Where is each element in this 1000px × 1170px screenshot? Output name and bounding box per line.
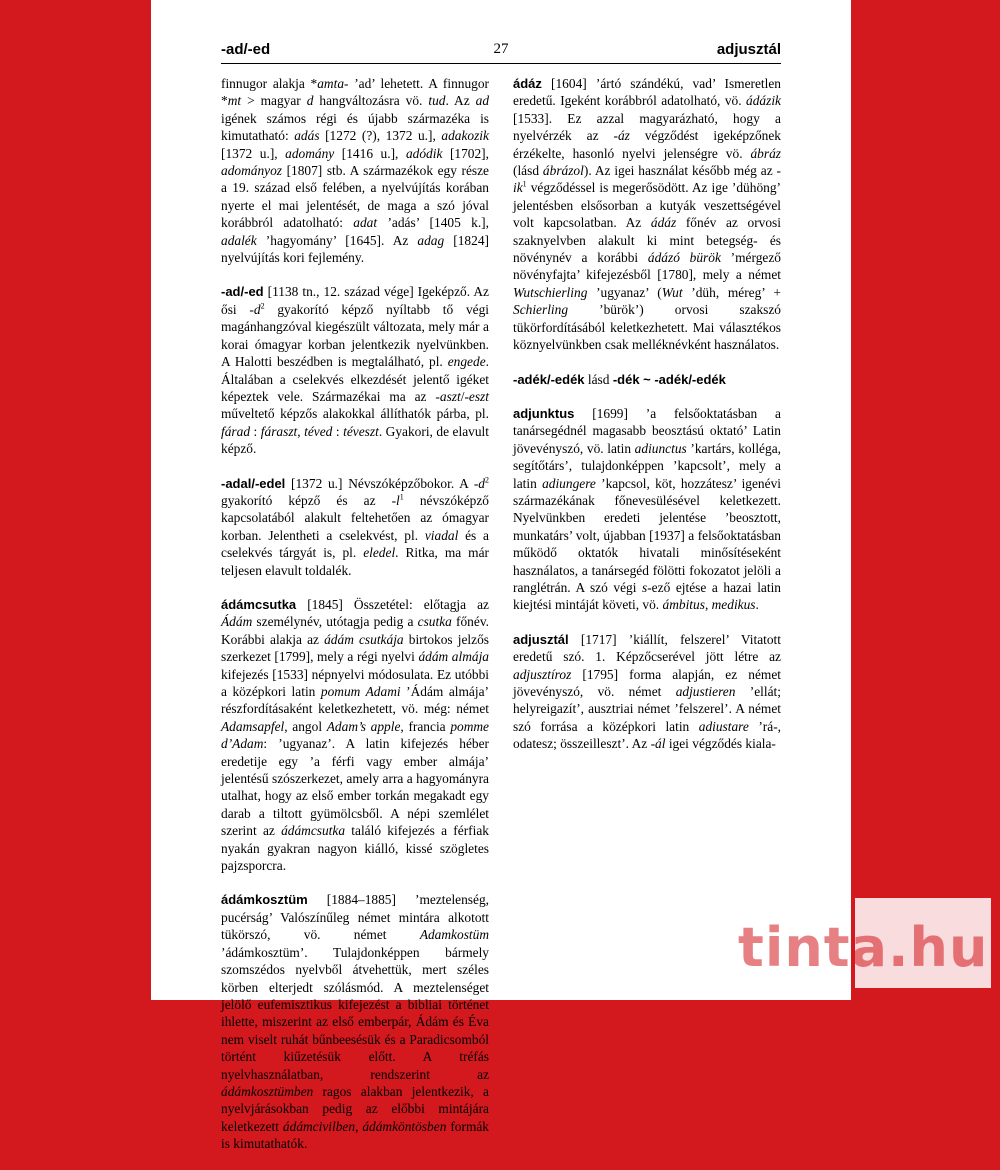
- entry-text: [513, 371, 781, 388]
- header-left-guide-word: -ad/-ed: [221, 41, 271, 58]
- entry-adal-edel: [221, 475, 489, 579]
- entry-body: finnugor alakja *amta- ’ad’ lehetett. A finnugor *mt > magyar d hangváltozásra vö. tud. Az ad igének számos régi és újabb származéka is kimutatható: adás [1272 (?), 1372 u.], adakozik [1372 u.], adomány [1416 u.], adódik [1702], adományoz [1807] stb. A származékok egy része a 19. század első felében, a nyelvújítás korában nyerte el mai jelentését, de maga a szó jóval korábbról adatolható: adat ’adás’ [1405 k.], adalék ’hagyomány’ [1645]. Az adag [1824] nyelvújítás kori fejlemény.: [221, 76, 490, 266]
- entry-headword: -adal/-edel: [221, 475, 286, 491]
- entry-headword: adjusztál: [513, 631, 569, 647]
- entry-headword: -adék/-edék: [513, 371, 585, 387]
- entry-adamkosztum: [221, 891, 489, 1152]
- dictionary-page: [151, 0, 851, 1152]
- entry-text: [513, 75, 781, 354]
- entry-adamcsutka: [221, 596, 489, 875]
- entry-text: [221, 75, 489, 266]
- entry-body: [1884–1885] ’meztelenség, pucérság’ Valószínűleg német mintára alkotott tükörszó, vö. német Adamkostüm ’ádámkosztüm’. Tulajdonképpen bármely szomszédos nyelvből átvehettük, mert széles körben elterjedt szólásmód. A meztelenséget jelölő eufemisztikus kifejezést a bibliai történet ihlette, miszerint az első emberpár, Ádám és Éva nem viselt ruhát bűnbeesésük és a Paradicsomból történt kiűzetésük előtt. A tréfás nyelvhasználatban, rendszerint az ádámkosztümben ragos alakban jelentkezik, a nyelvjárásokban pedig az előbbi mintájára keletkezett ádámcivilben, ádámköntösben formák is kimutathatók.: [221, 892, 489, 1152]
- entry-adjusztal: [513, 631, 781, 753]
- entry-adek-edek: [513, 371, 781, 388]
- entry-adaz: [513, 75, 781, 354]
- page-number: 27: [493, 41, 509, 57]
- entry-continuation: [221, 75, 489, 266]
- entry-adjunktus: [513, 405, 781, 614]
- entry-headword: ádáz: [513, 76, 542, 91]
- entry-body: lásd -dék ~ -adék/-edék: [584, 371, 726, 387]
- entry-body: [1699] ’a felsőoktatásban a tanársegédnél magasabb beosztású oktató’ Latin jövevényszó, vö. latin adiunctus ’kartárs, kolléga, segítőtárs’, tulajdonképpen ’kapcsolt’, mely a latin adiungere ’kapcsol, köt, hozzátesz’ igenévi származékának főnevesülésével keletkezett. Nyelvünkben eredeti jelentése ’beosztott, munkatárs’ volt, újabban [1937] a felsőoktatásban működő oktatók hivatali minősítéseként használatos, a tanársegéd fölötti fokozatot jelöli a ranglétrán. A szó végi s-ező ejtése a hazai latin kiejtési mintáját követi, vö. ámbitus, medikus.: [513, 405, 782, 613]
- watermark-logo: tinta.hu: [738, 916, 989, 979]
- entry-text: [221, 891, 489, 1152]
- entry-headword: ádámkosztüm: [221, 892, 308, 908]
- entry-text: [513, 405, 781, 614]
- entry-headword: ádámcsutka: [221, 596, 297, 612]
- header-right-guide-word: adjusztál: [716, 41, 781, 58]
- entry-text: [221, 283, 489, 457]
- entry-text: [221, 475, 489, 579]
- entry-ad-ed: [221, 283, 489, 457]
- entry-body: [1372 u.] Névszóképzőbokor. A $-d^2$ gyakorító képző és az $-l^1$ névszóképző kapcsolatából alakult feltehetően az ómagyar korban. Jelentheti a cselekvést, pl. viadal és a cselekvés tárgyát is, pl. eledel. Ritka, ma már teljesen elavult toldalék.: [221, 475, 489, 578]
- entry-body: [1604] ’ártó szándékú, vad’ Ismeretlen eredetű. Igeként korábbról adatolható, vö. ádázik [1533]. Ez azzal magyarázható, hogy a nyelvérzék az -áz végződést igeképzőnek érzékelte, hasonló nyelvi jelenségre vö. ábráz (lásd ábrázol). Az igei használat később még az $-ik^1$ végződéssel is megerősödött. Az ige ’dühöng’ jelentésben elsősorban a kutyák veszettségével volt kapcsolatban. Az ádáz főnév az orvosi szaknyelvben alakult ki mint betegség- és növénynév a korábbi ádázó bürök ’mérgező növényfajta’ kifejezésből [1780], mely a német Wutschierling ’ugyanaz’ (Wut ’düh, méreg’ + Schierling ’bürök’) orvosi szakszó tükörfordításából keletkezhetett. Mai választékos köznyelvünkben csak melléknévként használatos.: [513, 76, 782, 353]
- entry-body: [1138 tn., 12. század vége] Igeképző. Az ősi $-d^2$ gyakorító képző nyíltabb tő végi magánhangzóval kiegészült változata, mely már a korai ómagyar korban jelentkezik nyelvünkben. A Halotti beszédben is megtalálható, pl. engede. Általában a cselekvés elkezdését jelentő igéket képeztek vele. Származékai ma az -aszt/-eszt műveltető képzős alakokkal állíthatók párba, pl. fárad : fáraszt, téved : téveszt. Gyakori, de elavult képző.: [221, 284, 490, 457]
- entry-text: [221, 596, 489, 875]
- entry-body: [1845] Összetétel: előtagja az Ádám személynév, utótagja pedig a csutka főnév. Korábbi alakja az ádám csutkája birtokos jelzős szerkezet [1799], mely a régi nyelvi ádám almája kifejezés [1533] népnyelvi módosulata. Ez utóbbi a középkori latin pomum Adami ’Ádám almája’ részfordításaként keletkezhetett, vö. még: német Adamsapfel, angol Adam’s apple, francia pomme d’Adam: ’ugyanaz’. A latin kifejezés héber eredetije egy ’a férfi vagy ember almája’ jelentésű szószerkezet, amely arra a hagyományra utalhat, hogy az első ember torkán megakadt egy darab a tiltott gyümölcsből. A népi szemlélet szerint az ádámcsutka találó kifejezés a férfiak nyakán gyakran nagyon kiálló, kissé szögletes pajzsporcra.: [221, 596, 489, 874]
- right-column: [513, 75, 781, 770]
- page-header: [221, 41, 781, 64]
- entry-text: [513, 631, 781, 753]
- left-column: [221, 75, 489, 1170]
- entry-headword: -ad/-ed: [221, 284, 264, 300]
- entry-body: [1717] ’kiállít, felszerel’ Vitatott eredetű szó. 1. Képzőcserével jött létre az adjusztíroz [1795] forma alapján, ez német jövevényszó, vö. német adjustieren ’ellát; helyreigazít’, ausztriai német ’felszerel’. A német szó forrása a középkori latin adiustare ’rá-, odatesz; összeilleszt’. Az -ál igei végződés kiala-: [513, 631, 781, 752]
- entry-headword: adjunktus: [513, 405, 575, 421]
